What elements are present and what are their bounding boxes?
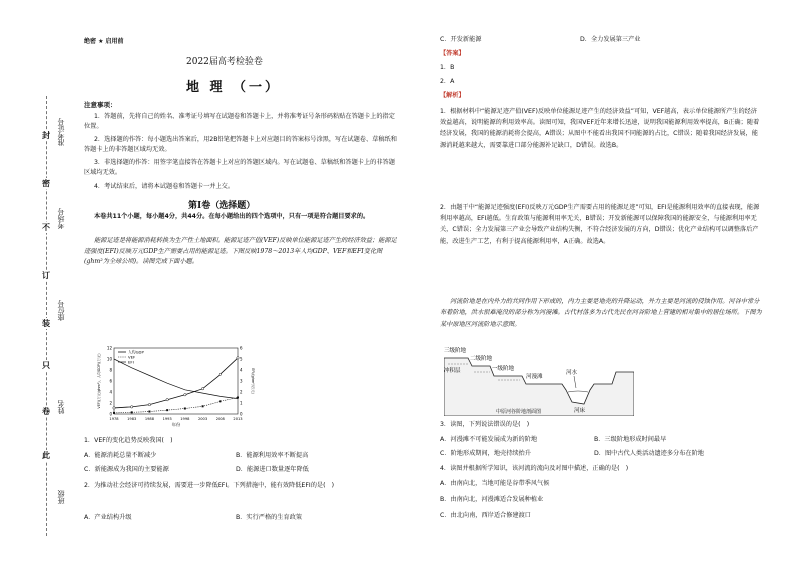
note-item: 2．选择题的作答：每小题选出答案后，用2B铅笔把答题卡上对应题目的答案标号涂黑，写在试题卷、草稿纸和答题卡上的非答题区域均无效。 <box>84 136 397 153</box>
legend-label: 人均GDP <box>128 349 144 355</box>
q4-option-c: C．由北向南，西岸适合修建渡口 <box>440 512 531 519</box>
margin-char: 装 <box>42 319 50 328</box>
note-item: 1．答题前，先将自己的姓名、准考证号填写在试题卷和答题卡上，并将准考证号条形码粘贴在答题卡上的指定位置。 <box>84 113 395 130</box>
y-left-tick-label: 4 <box>109 389 112 395</box>
section-instruction: 本卷共11个小题，每小题4分，共44分。在每小题给出的四个选项中，只有一项是符合题目要求的。 <box>94 213 370 220</box>
legend-label: EFI <box>128 359 134 365</box>
passage-2: 河流阶地是在内外力的共同作用下形成的，内力主要是地壳的升降运动，外力主要是河流的侵蚀作用。河谷中常分布着阶地，洪水很难淹没的部分称为河漫滩。古代村落多为古代先民在河谷阶地上营建的相对集中的居住场所。下图为某中原地区河流阶地示意图。 <box>440 298 762 328</box>
y-right-axis-label: EFI/(ghm²/万元) <box>251 368 255 394</box>
q1-option-b: B．能源利用效率不断提高 <box>236 452 309 459</box>
data-point <box>148 403 150 405</box>
x-tick-label: 1998 <box>180 417 190 421</box>
y-left-tick-label: 0 <box>109 411 112 417</box>
label-river-water: 河水 <box>566 370 578 376</box>
data-point <box>219 400 221 402</box>
q1-option-d: D．能源进口数量逐年降低 <box>236 466 309 473</box>
label-floodplain: 河漫滩 <box>526 374 543 380</box>
q4-stem: 4．读图并根据所学知识，该河流的流向及对图中描述，正确的是( ) <box>440 465 629 472</box>
q2-stem: 2．为推动社会经济可持续发展，需要进一步降低EFI。下列措施中，能有效降低EFI的是( ) <box>84 482 335 489</box>
margin-char: 订 <box>42 271 50 280</box>
label-alluvium: 冲积层 <box>444 368 461 374</box>
margin-char: 卷 <box>42 407 50 416</box>
data-point <box>237 357 239 359</box>
exam-title: 2022届高考检验卷 <box>186 57 263 67</box>
q2-option-d: D．全力发展第三产业 <box>580 36 641 43</box>
y-left-tick-label: 10 <box>106 356 112 362</box>
y-left-tick-label: 6 <box>109 378 112 384</box>
x-tick-label: 2008 <box>215 417 225 421</box>
x-tick-label: 1993 <box>162 417 172 421</box>
x-tick-label: 1988 <box>144 417 155 421</box>
margin-field-exam-id: 准考证号 <box>57 118 65 146</box>
series-line-2 <box>114 359 238 399</box>
section-title: 第Ⅰ卷（选择题） <box>188 201 256 211</box>
margin-field-name: 姓名 <box>57 400 65 414</box>
x-tick-label: 1978 <box>109 417 119 421</box>
y-left-tick-label: 12 <box>106 345 112 351</box>
q4-option-a: A．由南向北，当地可能是谷带季风气候 <box>440 480 550 487</box>
y-left-tick-label: 2 <box>109 400 112 406</box>
cut-line <box>46 96 47 536</box>
answer-1: 1．B <box>440 64 455 71</box>
margin-field-room: 考场号 <box>57 208 65 229</box>
binding-margin <box>0 0 70 562</box>
notes-title: 注意事项： <box>84 101 117 109</box>
data-point <box>148 411 150 413</box>
y-right-tick-label: 5 <box>240 356 243 362</box>
y-left-axis-label: VEF/(万元/ghm²)、人均GDP/(万元) <box>97 353 101 409</box>
answer-label: 【答案】 <box>440 50 465 57</box>
analysis-label: 【解析】 <box>440 92 465 99</box>
q3-option-b: B．三级阶地形成时间最早 <box>594 436 667 443</box>
q3-option-c: C．阶地形成期间，地壳持续抬升 <box>440 450 531 457</box>
data-point <box>184 408 186 410</box>
data-point <box>202 405 204 407</box>
margin-char: 不 <box>42 223 50 232</box>
margin-char: 只 <box>42 361 50 370</box>
series-line-1 <box>114 398 238 413</box>
data-point <box>131 406 133 408</box>
q2-option-b: B．实行严格的生育政策 <box>236 514 303 521</box>
margin-field-seat: 座位号 <box>57 300 65 321</box>
note-item: 3．非选择题的作答：用签字笔直接答在答题卡上对应的答题区域内。写在试题卷、草稿纸和答题卡上的非答题区域均无效。 <box>84 159 395 176</box>
y-right-tick-label: 3 <box>240 378 243 384</box>
analysis-1: 1．根据材料中“能源足迹产值(VEF)反映单位能源足迹产生的经济效益”可知，VEF越高，表示单位能源所产生的经济效益越高，说明能源的利用效率高。读图可知，我国VEF近年来增长迅速，说明我国能源利用效率提高，B正确；随着经济发展，我国的能源消耗将会提高，A错误；从图中不能看出我国不同能源的占比，C错误；随着我国经济发展，能源消耗越来越大，需要靠进口部分能源补足缺口，D错误。故选B。 <box>440 108 760 149</box>
note-item: 4．考试结束后，请将本试题卷和答题卡一并上交。 <box>94 183 235 190</box>
data-point <box>201 388 203 390</box>
margin-field-class: 班级 <box>57 490 65 504</box>
analysis-2: 2．由题干中“能源足迹强度(EFI)反映万元GDP生产需要占用的能源足迹”可知，EFI是能源利用效率的直接表现，能源利用率越高，EFI越低。生育政策与能源利用率无关，B错误；开发新能源可以保障我国的能源安全，与能源利用率无关，C错误；全力发展第三产业会导致产业结构失衡，不符合经济发展的方向，D错误；优化产业结构可以调整落后产能，改进生产工艺，有利于提高能源利用率，A正确。故选A。 <box>440 204 760 245</box>
q1-option-a: A．能源消耗总量不断减少 <box>84 452 157 459</box>
y-right-tick-label: 2 <box>240 389 243 395</box>
label-third-terrace: 三级阶地 <box>444 348 467 354</box>
label-riverbed: 河床 <box>574 408 586 414</box>
q3-option-d: D．图中古代人类活动遗迹多分布在阶地 <box>594 450 704 457</box>
answer-2: 2．A <box>440 78 455 85</box>
margin-char: 此 <box>42 451 50 460</box>
y-right-tick-label: 4 <box>240 367 243 373</box>
y-right-tick-label: 1 <box>240 400 243 406</box>
label-second-terrace: 二级阶地 <box>470 356 493 362</box>
q1-stem: 1．VEF的变化趋势反映我国( ) <box>84 437 173 444</box>
data-point <box>113 412 115 414</box>
q2-option-c: C．开发新能源 <box>440 36 482 43</box>
data-point <box>113 407 115 409</box>
q1-option-c: C．新能源成为我国的主要能源 <box>84 466 169 473</box>
x-tick-label: 1983 <box>127 417 137 421</box>
x-tick-label: 2003 <box>197 417 208 421</box>
diagram-caption: 中原河谷阶地剖面图 <box>496 409 542 415</box>
q4-option-b: B．由南向北，河漫滩适合发展种植业 <box>440 496 544 503</box>
data-point <box>219 373 221 375</box>
data-point <box>166 409 168 411</box>
data-point <box>184 394 186 396</box>
margin-char: 密 <box>42 179 50 188</box>
legend-label: VEF <box>128 354 136 360</box>
x-axis-label: 年份 <box>171 422 181 427</box>
margin-char: 封 <box>42 131 50 140</box>
x-tick-label: 2013 <box>233 417 243 421</box>
label-first-terrace: 一级阶地 <box>492 366 515 372</box>
secret-label: 绝密 ★ 启用前 <box>84 38 124 45</box>
y-left-tick-label: 8 <box>109 367 112 373</box>
passage-1: 能源足迹是将能源消耗转换为生产性土地面积。能源足迹产值(VEF)反映单位能源足迹产生的经济效益；能源足迹强度(EFI)反映万元GDP生产需要占用的能源足迹。下图反映1978～2013年人均GDP、VEF和EFI变化图(ghm²为全球公顷)。读图完成下面小题。 <box>84 237 397 265</box>
data-point <box>166 399 168 401</box>
river-terrace-diagram <box>444 344 634 416</box>
y-right-tick-label: 0 <box>240 411 243 417</box>
q3-stem: 3．读图，下列说法错误的是( ) <box>440 421 530 428</box>
q2-option-a: A．产业结构升级 <box>84 514 132 521</box>
y-right-tick-label: 6 <box>240 345 243 351</box>
data-point <box>131 411 133 413</box>
q3-option-a: A．河漫滩不可能发展成为新的阶地 <box>440 436 538 443</box>
gdp-vef-efi-chart <box>96 342 256 428</box>
subject-title: 地 理 （一） <box>186 80 282 95</box>
